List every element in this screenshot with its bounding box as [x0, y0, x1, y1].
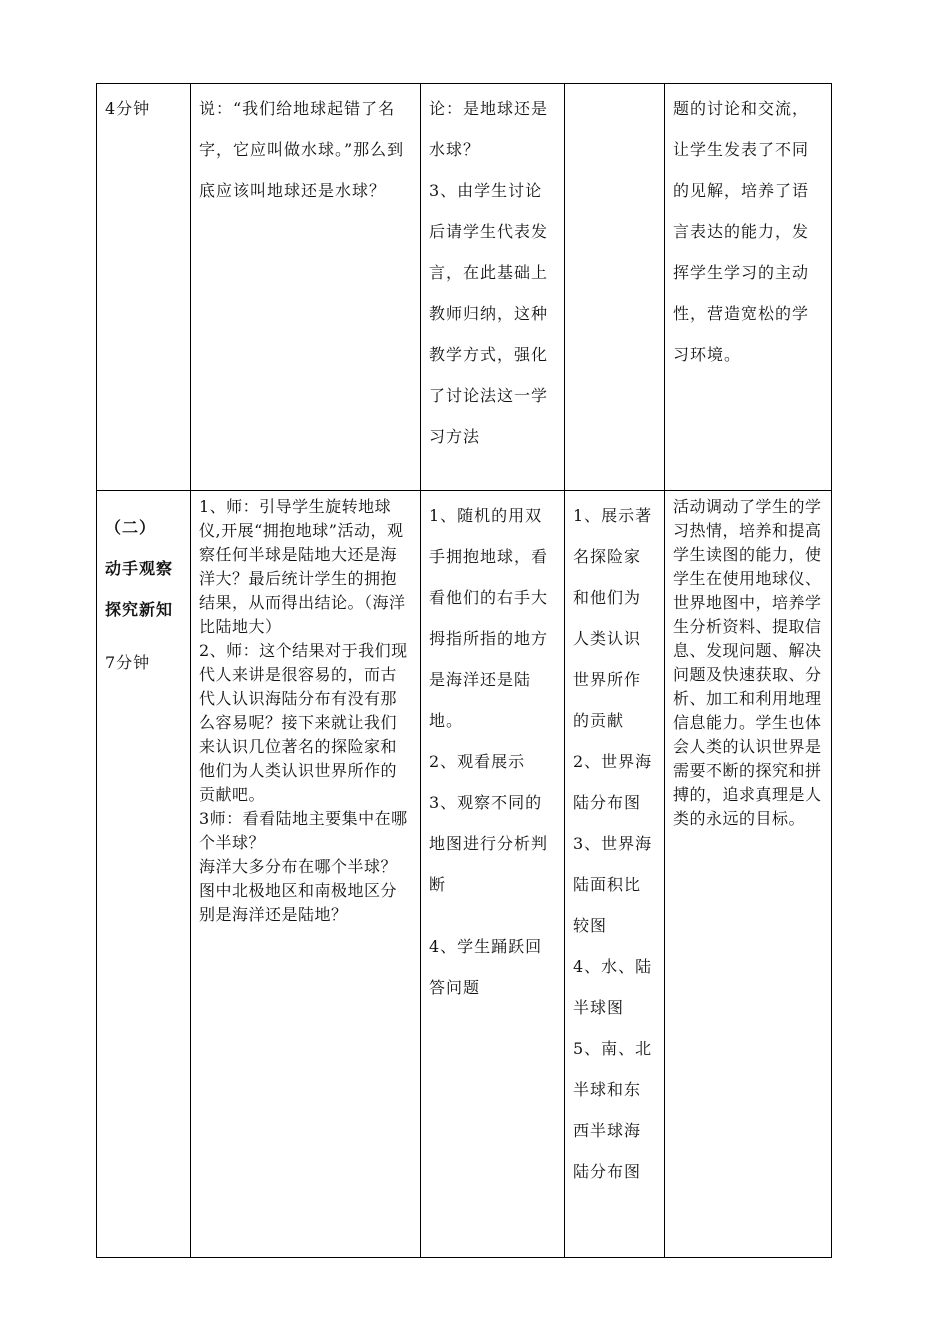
student-text: 3、观察不同的地图进行分析判断: [429, 793, 549, 894]
student-text: 3、由学生讨论后请学生代表发言，在此基础上教师归纳，这种教学方式，强化了讨论法这一学习方法: [429, 181, 549, 446]
design-intent-cell: [665, 491, 832, 1258]
media-text: 3、世界海陆面积比较图: [573, 834, 653, 935]
time-text: 7分钟: [105, 653, 151, 672]
design-intent-cell: [665, 84, 832, 491]
teacher-text: 说：“我们给地球起错了名字，它应叫做水球。”那么到底应该叫地球还是水球？: [199, 99, 405, 200]
student-text: 4、学生踊跃回答问题: [429, 937, 543, 997]
teacher-text: 1、师：引导学生旋转地球仪,开展“拥抱地球”活动，观察任何半球是陆地大还是海洋大？最后统计学生的拥抱结果，从而得出结论。（海洋比陆地大）: [199, 497, 406, 636]
student-activity-cell: [421, 84, 565, 491]
student-text: 1、随机的用双手拥抱地球，看看他们的右手大拇指所指的地方是海洋还是陆地。: [429, 506, 549, 730]
lesson-plan-table: [96, 83, 832, 1258]
time-text: 4分钟: [105, 99, 151, 118]
teacher-activity-cell: [191, 491, 421, 1258]
time-cell: [97, 84, 191, 491]
teacher-text: 海洋大多分布在哪个半球？图中北极地区和南极地区分别是海洋还是陆地？: [199, 857, 398, 924]
stage-cell: [97, 491, 191, 1258]
intent-text: 活动调动了学生的学习热情，培养和提高学生读图的能力，使学生在使用地球仪、世界地图中，培养学生分析资料、提取信息、发现问题、解决问题及快速获取、分析、加工和利用地理信息能力。学生也体会人类的认识世界是需要不断的探究和拼搏的，追求真理是人类的永远的目标。: [673, 497, 822, 828]
student-activity-cell: [421, 491, 565, 1258]
teacher-activity-cell: [191, 84, 421, 491]
media-cell: [565, 84, 665, 491]
media-cell: [565, 491, 665, 1258]
stage-title: 动手观察探究新知: [105, 559, 174, 619]
intent-text: 题的讨论和交流，让学生发表了不同的见解，培养了语言表达的能力，发挥学生学习的主动性，营造宽松的学习环境。: [673, 99, 810, 364]
media-text: 4、水、陆半球图: [573, 957, 653, 1017]
teacher-text: 2、师：这个结果对于我们现代人来讲是很容易的，而古代人认识海陆分布有没有那么容易呢？接下来就让我们来认识几位著名的探险家和他们为人类认识世界所作的贡献吧。: [199, 641, 408, 804]
teacher-text: 3师：看看陆地主要集中在哪个半球？: [199, 809, 408, 852]
stage-number: （二）: [105, 518, 157, 537]
media-text: 1、展示著名探险家和他们为人类认识世界所作的贡献: [573, 506, 653, 730]
table-row: [97, 84, 832, 491]
table-row: [97, 491, 832, 1258]
student-text: 论：是地球还是水球？: [429, 99, 549, 159]
student-text: 2、观看展示: [429, 752, 526, 771]
media-text: 5、南、北半球和东西半球海陆分布图: [573, 1039, 653, 1181]
spacer: [429, 905, 556, 926]
media-text: 2、世界海陆分布图: [573, 752, 653, 812]
